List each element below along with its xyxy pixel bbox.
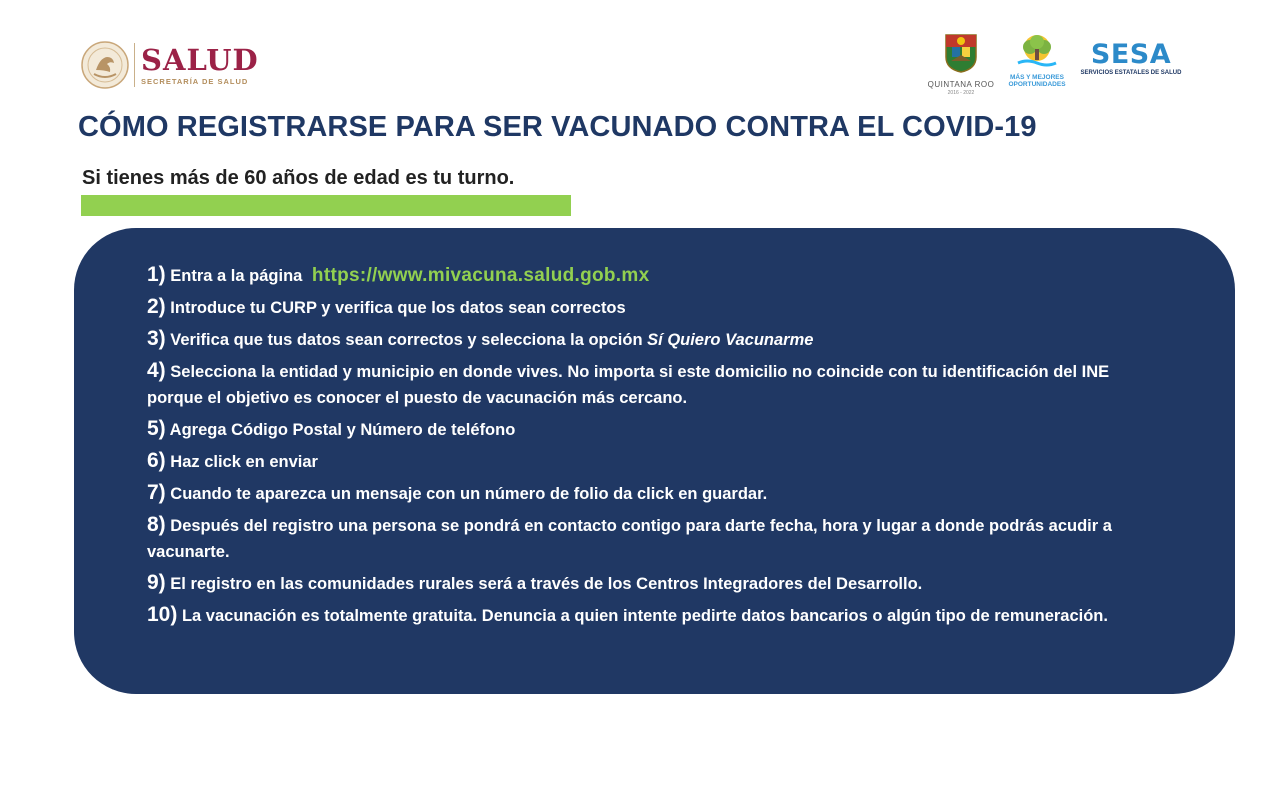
step-text: Entra a la página bbox=[170, 267, 303, 285]
step-number: 4) bbox=[147, 359, 166, 382]
step-number: 6) bbox=[147, 449, 166, 472]
step-emphasis: Sí Quiero Vacunarme bbox=[647, 331, 814, 349]
quintana-roo-shield-icon bbox=[943, 31, 979, 73]
step-number: 10) bbox=[147, 603, 178, 626]
step-text: Cuando te aparezca un mensaje con un número de folio da click en guardar. bbox=[170, 485, 768, 503]
page-subtitle: Si tienes más de 60 años de edad es tu turno. bbox=[82, 167, 515, 189]
step-number: 2) bbox=[147, 295, 166, 318]
step-item bbox=[147, 512, 1157, 565]
sesa-logo bbox=[1078, 41, 1184, 76]
step-item bbox=[147, 480, 1157, 507]
quintana-roo-years: 2016 - 2022 bbox=[947, 90, 975, 96]
mas-oportunidades-logo bbox=[1006, 34, 1068, 88]
salud-subtitle: SECRETARÍA DE SALUD bbox=[141, 76, 249, 86]
step-text: Selecciona la entidad y municipio en donde vives. No importa si este domicilio no coincide con tu identificación del INE porque el objetivo es conocer el puesto de vacunación más cercano. bbox=[147, 363, 1110, 407]
sesa-subtitle: SERVICIOS ESTATALES DE SALUD bbox=[1080, 70, 1182, 76]
step-text: Después del registro una persona se pondrá en contacto contigo para darte fecha, hora y lugar a donde podrás acudir a vacunarte. bbox=[147, 517, 1112, 561]
mas-line2: OPORTUNIDADES bbox=[1008, 81, 1066, 88]
quintana-roo-name: QUINTANA ROO bbox=[927, 80, 995, 89]
sesa-brand: SESA bbox=[1090, 39, 1172, 70]
salud-logo bbox=[80, 40, 259, 90]
step-text: El registro en las comunidades rurales será a través de los Centros Integradores del Desarrollo. bbox=[170, 575, 923, 593]
mexico-seal-icon bbox=[80, 40, 130, 90]
step-item bbox=[147, 570, 1157, 597]
step-text: Verifica que tus datos sean correctos y selecciona la opción bbox=[170, 331, 643, 349]
step-text: Introduce tu CURP y verifica que los datos sean correctos bbox=[170, 299, 626, 317]
step-text: Haz click en enviar bbox=[170, 453, 318, 471]
step-item bbox=[147, 326, 1157, 353]
step-number: 7) bbox=[147, 481, 166, 504]
step-item bbox=[147, 416, 1157, 443]
step-item bbox=[147, 602, 1157, 629]
green-accent-bar bbox=[81, 195, 571, 216]
step-text: Agrega Código Postal y Número de teléfono bbox=[169, 421, 516, 439]
step-item bbox=[147, 294, 1157, 321]
step-number: 8) bbox=[147, 513, 166, 536]
registration-link[interactable]: https://www.mivacuna.salud.gob.mx bbox=[311, 265, 650, 286]
mas-line1: MÁS Y MEJORES bbox=[1010, 74, 1064, 81]
tree-icon bbox=[1014, 34, 1060, 68]
step-number: 9) bbox=[147, 571, 166, 594]
step-text: La vacunación es totalmente gratuita. Denuncia a quien intente pedirte datos bancarios o algún tipo de remuneración. bbox=[181, 607, 1108, 625]
step-number: 3) bbox=[147, 327, 166, 350]
step-number: 1) bbox=[147, 263, 166, 286]
step-number: 5) bbox=[147, 417, 166, 440]
logo-divider bbox=[134, 43, 135, 87]
steps-list bbox=[147, 262, 1157, 634]
salud-brand: SALUD bbox=[141, 42, 259, 77]
page-title: CÓMO REGISTRARSE PARA SER VACUNADO CONTRA EL COVID-19 bbox=[78, 111, 1037, 143]
step-item bbox=[147, 262, 1157, 289]
step-item bbox=[147, 358, 1157, 411]
quintana-roo-logo bbox=[926, 31, 996, 96]
step-item bbox=[147, 448, 1157, 475]
